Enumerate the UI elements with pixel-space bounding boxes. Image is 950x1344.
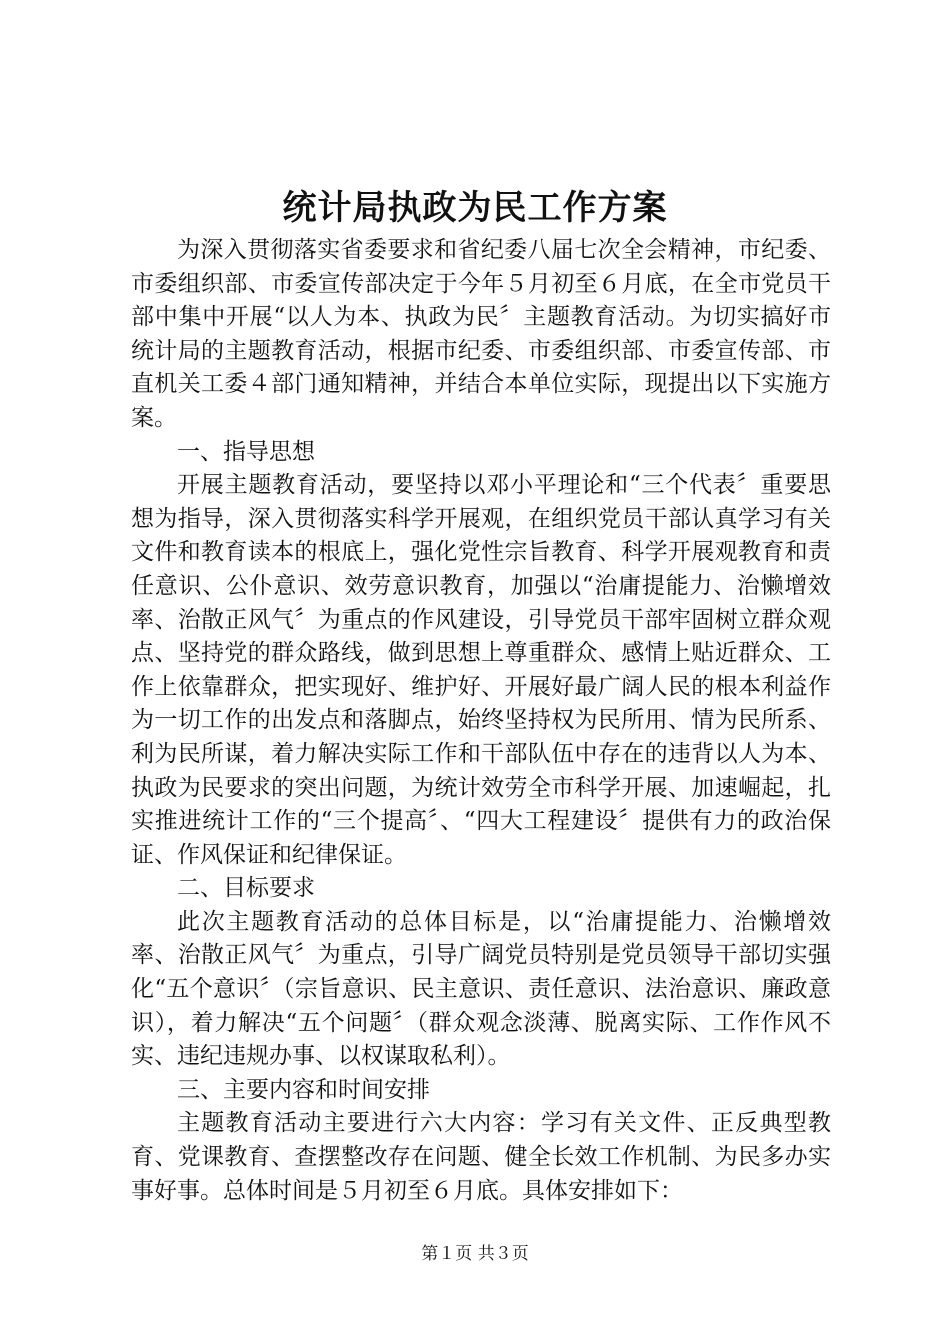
section-heading-content-schedule: 三、主要内容和时间安排: [177, 1076, 430, 1103]
document-body: [131, 234, 831, 1208]
section-heading-guiding-thought: 一、指导思想: [177, 438, 315, 465]
section-heading-goals: 二、目标要求: [177, 875, 315, 902]
intro-paragraph: 为深入贯彻落实省委要求和省纪委八届七次全会精神，市纪委、市委组织部、市委宣传部决定于今年５月初至６月底，在全市党员干部中集中开展“以人为本、执政为民〞主题教育活动。为切实搞好市统计局的主题教育活动，根据市纪委、市委组织部、市委宣传部、市直机关工委４部门通知精神，并结合本单位实际，现提出以下实施方案。: [131, 237, 831, 431]
document-title: 统计局执政为民工作方案: [282, 188, 668, 228]
page-footer: 第１页 共３页: [421, 1244, 529, 1264]
content-schedule-paragraph: 主题教育活动主要进行六大内容：学习有关文件、正反典型教育、党课教育、查摆整改存在问题、健全长效工作机制、为民多办实事好事。总体时间是５月初至６月底。具体安排如下：: [131, 1110, 831, 1204]
goals-paragraph: 此次主题教育活动的总体目标是，以“治庸提能力、治懒增效率、治散正风气〞为重点，引导广阔党员特别是党员领导干部切实强化“五个意识〞（宗旨意识、民主意识、责任意识、法治意识、廉政意识），着力解决“五个问题〞（群众观念淡薄、脱离实际、工作作风不实、违纪违规办事、以权谋取私利）。: [131, 908, 831, 1070]
guiding-thought-paragraph: 开展主题教育活动，要坚持以邓小平理论和“三个代表〞重要思想为指导，深入贯彻落实科学开展观，在组织党员干部认真学习有关文件和教育读本的根底上，强化党性宗旨教育、科学开展观教育和责任意识、公仆意识、效劳意识教育，加强以“治庸提能力、治懒增效率、治散正风气〞为重点的作风建设，引导党员干部牢固树立群众观点、坚持党的群众路线，做到思想上尊重群众、感情上贴近群众、工作上依靠群众，把实现好、维护好、开展好最广阔人民的根本利益作为一切工作的出发点和落脚点，始终坚持权为民所用、情为民所系、利为民所谋，着力解决实际工作和干部队伍中存在的违背以人为本、执政为民要求的突出问题，为统计效劳全市科学开展、加速崛起，扎实推进统计工作的“三个提高〞、“四大工程建设〞提供有力的政治保证、作风保证和纪律保证。: [131, 472, 831, 868]
